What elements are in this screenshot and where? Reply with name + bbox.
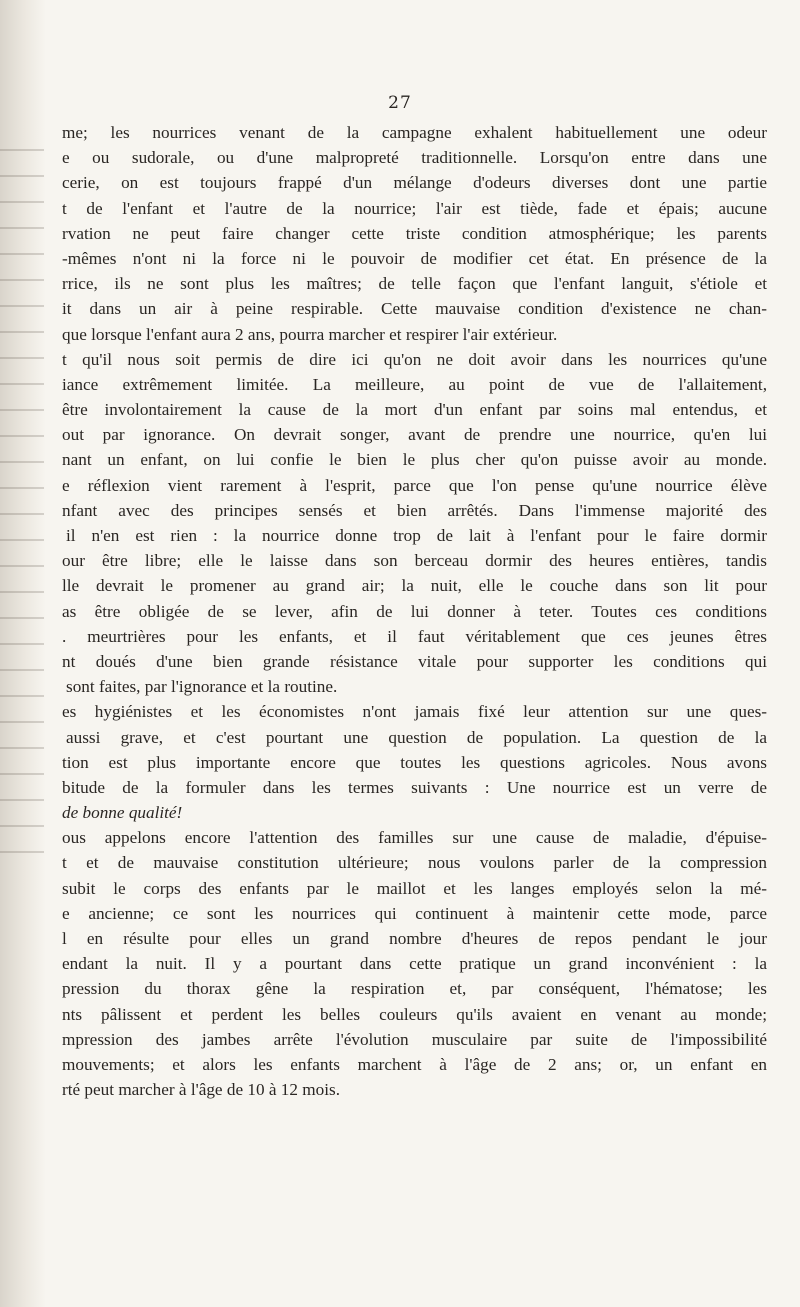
text-line: nfant avec des principes sensés et bien arrêtés. Dans l'immense majorité des	[62, 500, 767, 520]
text-line: sont faites, par l'ignorance et la routine.	[66, 677, 338, 697]
text-line: e ou sudorale, ou d'une malpropreté traditionnelle. Lorsqu'on entre dans une	[62, 148, 767, 168]
text-line: cerie, on est toujours frappé d'un mélange d'odeurs diverses dont une partie	[62, 173, 767, 193]
text-line: mouvements; et alors les enfants marchent à l'âge de 2 ans; or, un enfant en	[62, 1054, 767, 1074]
bleed-through-marks	[0, 135, 44, 875]
text-line: t et de mauvaise constitution ultérieure; nous voulons parler de la compression	[62, 853, 767, 873]
text-line: que lorsque l'enfant aura 2 ans, pourra marcher et respirer l'air extérieur.	[62, 324, 558, 344]
text-line: it dans un air à peine respirable. Cette mauvaise condition d'existence ne chan-	[62, 299, 767, 319]
text-line: me; les nourrices venant de la campagne exhalent habituellement une odeur	[62, 123, 767, 142]
page-gutter	[0, 0, 46, 1307]
text-line: . meurtrières pour les enfants, et il faut véritablement que ces jeunes êtres	[62, 626, 767, 646]
text-line: e réflexion vient rarement à l'esprit, parce que l'on pense qu'une nourrice élève	[62, 475, 767, 495]
text-line: iance extrêmement limitée. La meilleure, au point de vue de l'allaitement,	[62, 374, 767, 394]
text-line: subit le corps des enfants par le maillot et les langes employés selon la mé-	[62, 878, 767, 898]
text-line: e ancienne; ce sont les nourrices qui continuent à maintenir cette mode, parce	[62, 903, 767, 923]
text-line: as être obligée de se lever, afin de lui donner à teter. Toutes ces conditions	[62, 601, 767, 621]
text-line: nt doués d'une bien grande résistance vitale pour supporter les conditions qui	[62, 651, 767, 671]
text-line: nts pâlissent et perdent les belles couleurs qu'ils avaient en venant au monde;	[62, 1004, 767, 1024]
text-line: t de l'enfant et l'autre de la nourrice; l'air est tiède, fade et épais; aucune	[62, 198, 767, 218]
text-line: être involontairement la cause de la mort d'un enfant par soins mal entendus, et	[62, 400, 767, 420]
text-line: pression du thorax gêne la respiration et, par conséquent, l'hématose; les	[62, 979, 767, 999]
text-line: nant un enfant, on lui confie le bien le plus cher qu'on puisse avoir au monde.	[62, 450, 767, 470]
text-line: tion est plus importante encore que toutes les questions agricoles. Nous avons	[62, 752, 767, 772]
text-line: mpression des jambes arrête l'évolution musculaire par suite de l'impossibilité	[62, 1029, 767, 1049]
text-line: endant la nuit. Il y a pourtant dans cette pratique un grand inconvénient : la	[62, 954, 767, 974]
text-line: t qu'il nous soit permis de dire ici qu'on ne doit avoir dans les nourrices qu'une	[62, 349, 767, 369]
text-line: de bonne qualité!	[62, 803, 183, 823]
text-line: lle devrait le promener au grand air; la nuit, elle le couche dans son lit pour	[62, 576, 767, 596]
text-line: our être libre; elle le laisse dans son berceau dormir des heures entières, tandis	[62, 551, 767, 571]
text-line: ous appelons encore l'attention des familles sur une cause de maladie, d'épuise-	[62, 828, 767, 848]
text-line: es hygiénistes et les économistes n'ont jamais fixé leur attention sur une ques-	[62, 702, 767, 722]
text-line: l en résulte pour elles un grand nombre d'heures de repos pendant le jour	[62, 929, 767, 948]
text-line: aussi grave, et c'est pourtant une question de population. La question de la	[66, 727, 767, 747]
page-number: 27	[388, 93, 412, 113]
text-line: il n'en est rien : la nourrice donne trop de lait à l'enfant pour le faire dormir	[66, 526, 767, 545]
text-line: rvation ne peut faire changer cette triste condition atmosphérique; les parents	[62, 223, 767, 243]
text-line: out par ignorance. On devrait songer, avant de prendre une nourrice, qu'en lui	[62, 425, 767, 445]
text-line: rrice, ils ne sont plus les maîtres; de telle façon que l'enfant languit, s'étiole et	[62, 274, 767, 294]
text-line: -mêmes n'ont ni la force ni le pouvoir de modifier cet état. En présence de la	[62, 248, 767, 268]
body-text	[62, 120, 767, 1102]
text-line: bitude de la formuler dans les termes suivants : Une nourrice est un verre de	[62, 777, 767, 797]
text-line: rté peut marcher à l'âge de 10 à 12 mois.	[62, 1080, 340, 1100]
